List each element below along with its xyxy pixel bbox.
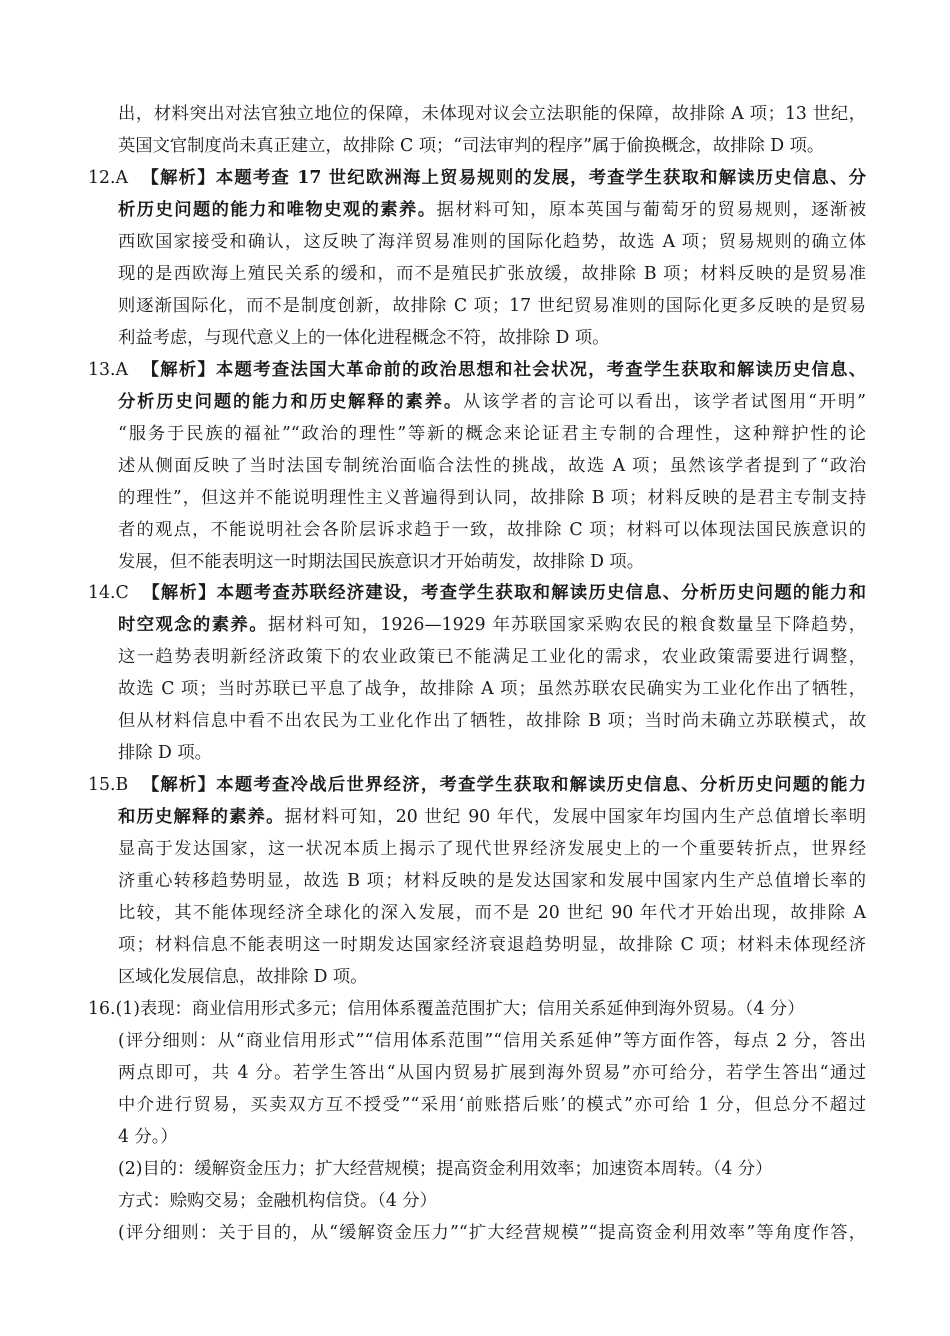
q13-line-2 bbox=[118, 386, 866, 418]
q12-number: 12. bbox=[88, 168, 116, 188]
q16-line-4: 中介进行贸易，买卖双方互不授受”“采用‘前账搭后账’的模式”亦可给 1 分，但总分不超过 bbox=[118, 1095, 866, 1115]
q13-analysis-tag: 【解析】 bbox=[141, 360, 217, 380]
q13-bold-1: 本题考查法国大革命前的政治思想和社会状况，考查学生获取和解读历史信息、 bbox=[216, 360, 866, 380]
q16-number: 16. bbox=[88, 999, 116, 1019]
q11-line-1: 出，材料突出对法官独立地位的保障，未体现对议会立法职能的保障，故排除 A 项；13 世纪， bbox=[118, 104, 866, 124]
q12-answer: A bbox=[115, 168, 128, 188]
q14-line-3: 这一趋势表明新经济政策下的农业政策已不能满足工业化的需求，农业政策需要进行调整， bbox=[118, 647, 866, 667]
q15-line-2-rest: 据材料可知，20 世纪 90 年代，发展中国家年均国内生产总值增长率明 bbox=[284, 807, 866, 827]
q16-line-6: (2)目的：缓解资金压力；扩大经营规模；提高资金利用效率；加速资本周转。（4 分） bbox=[118, 1159, 773, 1179]
q14-analysis-tag: 【解析】 bbox=[142, 583, 217, 603]
q15-line-1 bbox=[88, 769, 866, 801]
q13-line-2-rest: 从该学者的言论可以看出，该学者试图用“开明” bbox=[463, 392, 866, 412]
q14-bold-1: 本题考查苏联经济建设，考查学生获取和解读历史信息、分析历史问题的能力和 bbox=[216, 583, 866, 603]
q13-line-3: “服务于民族的福祉”“政治的理性”等新的概念来论证君主专制的合理性，这种辩护性的论 bbox=[118, 424, 866, 444]
q12-line-1 bbox=[88, 162, 866, 194]
q12-line-6: 利益考虑，与现代意义上的一体化进程概念不符，故排除 D 项。 bbox=[118, 328, 610, 348]
q16-line-1 bbox=[88, 993, 866, 1025]
q14-line-2-rest: 据材料可知，1926—1929 年苏联国家采购农民的粮食数量呈下降趋势， bbox=[267, 615, 866, 635]
q12-bold-2: 析历史问题的能力和唯物史观的素养。 bbox=[118, 200, 437, 220]
q15-bold-2: 和历史解释的素养。 bbox=[118, 807, 285, 827]
q14-line-5: 但从材料信息中看不出农民为工业化作出了牺牲，故排除 B 项；当时尚未确立苏联模式，故 bbox=[118, 711, 866, 731]
q13-bold-2: 分析历史问题的能力和历史解释的素养。 bbox=[118, 392, 464, 412]
q15-answer: B bbox=[115, 775, 129, 795]
q12-line-4: 现的是西欧海上殖民关系的缓和，而不是殖民扩张放缓，故排除 B 项；材料反映的是贸易准 bbox=[118, 264, 866, 284]
q12-line-2-rest: 据材料可知，原本英国与葡萄牙的贸易规则，逐渐被 bbox=[436, 200, 866, 220]
q14-line-4: 故选 C 项；当时苏联已平息了战争，故排除 A 项；虽然苏联农民确实为工业化作出了牺牲， bbox=[118, 679, 866, 699]
q15-line-6: 项；材料信息不能表明这一时期发达国家经济衰退趋势明显，故排除 C 项；材料未体现经济 bbox=[118, 935, 866, 955]
q16-line-7: 方式：赊购交易；金融机构信贷。（4 分） bbox=[118, 1191, 437, 1211]
q15-line-2 bbox=[118, 801, 866, 833]
q13-line-6: 者的观点，不能说明社会各阶层诉求趋于一致，故排除 C 项；材料可以体现法国民族意识的 bbox=[118, 520, 866, 540]
q12-line-5: 则逐渐国际化，而不是制度创新，故排除 C 项；17 世纪贸易准则的国际化更多反映的是贸易 bbox=[118, 296, 866, 316]
q11-line-2: 英国文官制度尚未真正建立，故排除 C 项；“司法审判的程序”属于偷换概念，故排除 D 项。 bbox=[118, 136, 825, 156]
q13-number: 13. bbox=[88, 360, 116, 380]
q15-number: 15. bbox=[88, 775, 116, 795]
q13-line-7: 发展，但不能表明这一时期法国民族意识才开始萌发，故排除 D 项。 bbox=[118, 552, 644, 572]
q13-line-1 bbox=[88, 354, 866, 386]
q14-line-2 bbox=[118, 609, 866, 641]
q14-line-6: 排除 D 项。 bbox=[118, 743, 212, 763]
q16-line-8: (评分细则：关于目的，从“缓解资金压力”“扩大经营规模”“提高资金利用效率”等角度作答， bbox=[118, 1223, 866, 1243]
q12-bold-1: 本题考查 17 世纪欧洲海上贸易规则的发展，考查学生获取和解读历史信息、分 bbox=[215, 168, 866, 188]
q14-answer: C bbox=[115, 583, 129, 603]
q16-line-2: (评分细则：从“商业信用形式”“信用体系范围”“信用关系延伸”等方面作答，每点 2 分，答出 bbox=[118, 1031, 866, 1051]
q16-line-3: 两点即可，共 4 分。若学生答出“从国内贸易扩展到海外贸易”亦可给分，若学生答出“通过 bbox=[118, 1063, 866, 1083]
q16-part1-answer: (1)表现：商业信用形式多元；信用体系覆盖范围扩大；信用关系延伸到海外贸易。（4 分） bbox=[115, 999, 805, 1019]
q15-line-3: 显高于发达国家，这一状况本质上揭示了现代世界经济发展史上的一个重要转折点，世界经 bbox=[118, 839, 866, 859]
q15-line-7: 区域化发展信息，故排除 D 项。 bbox=[118, 967, 368, 987]
q15-line-4: 济重心转移趋势明显，故选 B 项；材料反映的是发达国家和发展中国家内生产总值增长率的 bbox=[118, 871, 866, 891]
q16-line-5: 4 分。） bbox=[118, 1127, 178, 1147]
q14-line-1 bbox=[88, 577, 866, 609]
q13-line-4: 述从侧面反映了当时法国专制统治面临合法性的挑战，故选 A 项；虽然该学者提到了“政治 bbox=[118, 456, 866, 476]
q12-line-2 bbox=[118, 194, 866, 226]
q15-analysis-tag: 【解析】 bbox=[141, 775, 217, 795]
q13-line-5: 的理性”，但这并不能说明理性主义普遍得到认同，故排除 B 项；材料反映的是君主专制支持 bbox=[118, 488, 866, 508]
q15-line-5: 比较，其不能体现经济全球化的深入发展，而不是 20 世纪 90 年代才开始出现，故排除 A bbox=[118, 903, 866, 923]
q12-line-3: 西欧国家接受和确认，这反映了海洋贸易准则的国际化趋势，故选 A 项；贸易规则的确立体 bbox=[118, 232, 866, 252]
q14-number: 14. bbox=[88, 583, 116, 603]
q12-analysis-tag: 【解析】 bbox=[141, 168, 216, 188]
q13-answer: A bbox=[115, 360, 128, 380]
q14-bold-2: 时空观念的素养。 bbox=[118, 615, 268, 635]
q15-bold-1: 本题考查冷战后世界经济，考查学生获取和解读历史信息、分析历史问题的能力 bbox=[216, 775, 866, 795]
